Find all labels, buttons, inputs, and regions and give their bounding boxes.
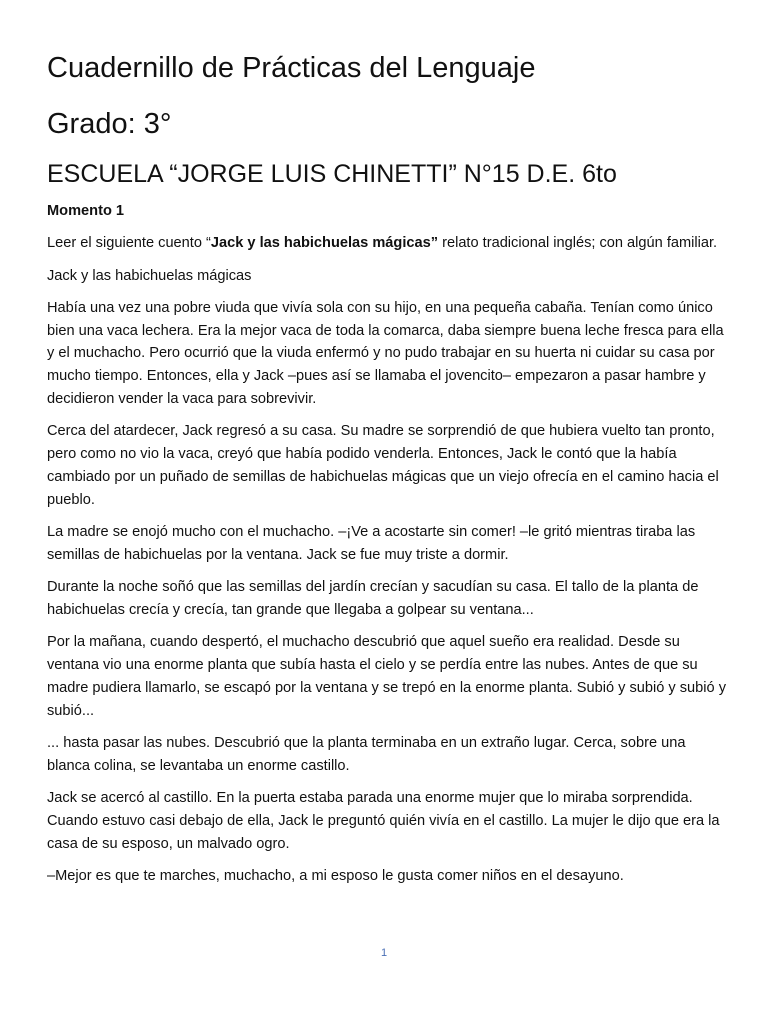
momento-label: Momento 1 [47, 203, 125, 219]
story-paragraph-5: Por la mañana, cuando despertó, el muchacho descubrió que aquel sueño era realidad. Desde su ventana vio una enorme planta que subía hasta el cielo y se perdía entre las nubes. Antes de que su madre pudiera llamarlo, se escapó por la ventana y se trepó en la enorme planta. Subió y subió y subió y subió... [47, 634, 727, 719]
page-number: 1 [380, 947, 388, 959]
instruction-paragraph [47, 232, 727, 255]
instruction-text-before: Leer el siguiente cuento “ [47, 235, 211, 252]
story-paragraph-7: Jack se acercó al castillo. En la puerta estaba parada una enorme mujer que lo miraba sorprendida. Cuando estuvo casi debajo de ella, Jack le preguntó quién vivía en el castillo. La mujer le dijo que era la casa de su esposo, un malvado ogro. [47, 790, 720, 852]
document-title: Cuadernillo de Prácticas del Lenguaje [47, 52, 536, 84]
grade-heading: Grado: 3° [47, 108, 172, 140]
story-paragraph-2: Cerca del atardecer, Jack regresó a su casa. Su madre se sorprendió de que hubiera vuelto tan pronto, pero como no vio la vaca, creyó que había podido venderla. Entonces, Jack le contó que la había cambiado por un puñado de semillas de habichuelas mágicas que un viejo ofrecía en el camino hacia el pueblo. [47, 423, 719, 508]
story-paragraph-6: ... hasta pasar las nubes. Descubrió que la planta terminaba en un extraño lugar. Cerca, sobre una blanca colina, se levantaba un enorme castillo. [47, 734, 686, 774]
story-paragraph-4: Durante la noche soñó que las semillas del jardín crecían y sacudían su casa. El tallo de la planta de habichuelas crecía y crecía, tan grande que llegaba a golpear su ventana... [47, 579, 699, 618]
story-title: Jack y las habichuelas mágicas [47, 267, 252, 284]
story-paragraph-8: –Mejor es que te marches, muchacho, a mi esposo le gusta comer niños en el desayuno. [47, 867, 624, 884]
instruction-story-name: Jack y las habichuelas mágicas” [210, 235, 439, 252]
story-paragraph-3: La madre se enojó mucho con el muchacho. –¡Ve a acostarte sin comer! –le gritó mientras tiraba las semillas de habichuelas por la ventana. Jack se fue muy triste a dormir. [47, 524, 696, 563]
story-paragraph-1: Había una vez una pobre viuda que vivía sola con su hijo, en una pequeña cabaña. Tenían como único bien una vaca lechera. Era la mejor vaca de toda la comarca, daba siempre buena leche fresca para ella y el muchacho. Pero ocurrió que la viuda enfermó y no pudo trabajar en su huerta ni cuidar su casa por mucho tiempo. Entonces, ella y Jack –pues así se llamaba el jovencito– empezaron a pasar hambre y decidieron vender la vaca para sobrevivir. [47, 299, 724, 408]
school-heading: ESCUELA “JORGE LUIS CHINETTI” N°15 D.E. 6to [47, 160, 617, 188]
document-body [47, 200, 727, 897]
instruction-text-after: relato tradicional inglés; con algún familiar. [438, 235, 718, 252]
